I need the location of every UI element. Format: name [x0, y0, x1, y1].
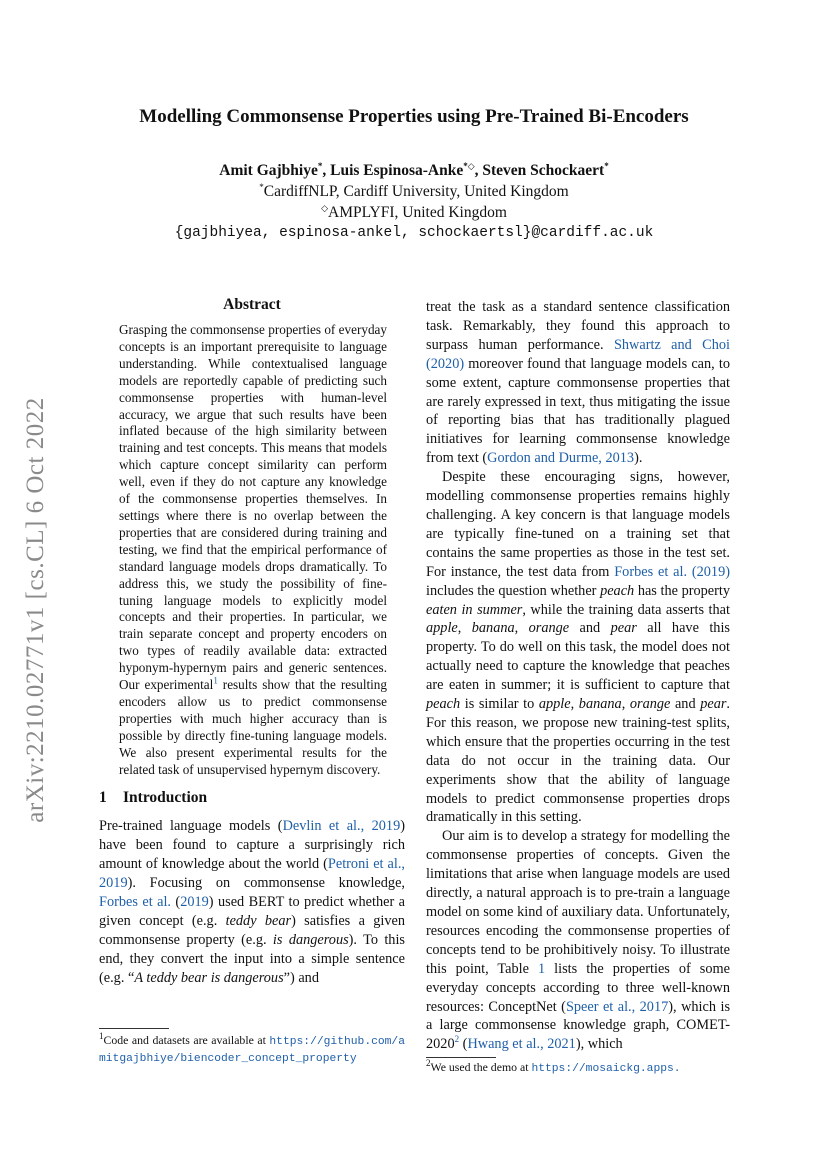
footnote-ref[interactable]: 1: [213, 675, 218, 686]
abstract-text: Grasping the commonsense properties of everyday concepts is an important prerequisite to language understanding. While contextualised language models are reportedly capable of predicting such commonsense properties with human-level accuracy, we argue that such results have been inflated because of the high similarity between training and test concepts. This means that models which capture concept similarity can perform well, even if they do not capture any knowledge of the commonsense properties themselves. In settings where there is no overlap between the properties that are considered during training and testing, we find that the empirical performance of standard language models drops dramatically. To address this, we study the possibility of fine-tuning language models to explicitly model concepts and their properties. In particular, we train separate concept and property encoders on two types of readily available data: extracted hyponym-hypernym pairs and generic sentences. Our experimental$^1$ results show that the resulting encoders allow us to predict commonsense properties with much higher accuracy than is possible by directly fine-tuning language models. We also present experimental results for the related task of unsupervised hypernym discovery.: [119, 322, 387, 777]
citation-link[interactable]: Gordon and Durme, 2013: [487, 450, 635, 467]
intro-paragraph: treat the task as a standard sentence classification task. Remarkably, they found this approach to surpass human performance. Shwartz and Choi (2020) moreover found that language models can, to some extent, capture commonsense properties that are rarely expressed in text, thus mitigating the issue of reporting bias that has traditionally plagued initiatives for learning commonsense knowledge from text (Gordon and Durme, 2013).: [426, 299, 730, 467]
footnote-ref[interactable]: 2: [454, 1034, 460, 1045]
citation-link[interactable]: Petroni et al., 2019: [99, 856, 405, 892]
abstract-heading: Abstract: [223, 296, 281, 313]
left-column: [99, 296, 405, 988]
intro-paragraph: Our aim is to develop a strategy for modelling the commonsense properties of concepts. Given the limitations that arise when language models are used directly, a natural approach is to pre-train a language model on some kind of auxiliary data. Unfortunately, resources encoding the commonsense properties of concepts tend to be prohibitively noisy. To illustrate this point, Table 1 lists the properties of some everyday concepts according to three well-known resources: ConceptNet (Speer et al., 2017), which is a large commonsense knowledge graph, COMET-2020$^2$ (Hwang et al., 2021), which: [426, 828, 731, 1053]
affiliation-line: ◇AMPLYFI, United Kingdom: [321, 202, 507, 221]
footnote-divider: [99, 1028, 169, 1029]
intro-paragraph: Despite these encouraging signs, however, modelling commonsense properties remains highly challenging. A key concern is that language models are typically fine-tuned on a training set that contains the same properties as those in the test set. For instance, the test data from Forbes et al. (2019) includes the question whether peach has the property eaten in summer, while the training data asserts that apple, banana, orange and pear all have this property. To do well on this task, the model does not actually need to capture the knowledge that peaches are eaten in summer; it is sufficient to capture that peach is similar to apple, banana, orange and pear. For this reason, we propose new training-test splits, which ensure that the properties occurring in the test data do not occur in the training data. Our experiments show that the ability of language models to predict commonsense properties drops dramatically in this setting.: [426, 469, 730, 826]
affiliation-mark: *◇: [463, 160, 475, 171]
footnote-2: $^2$We used the demo at https://mosaickg.apps.: [426, 1058, 681, 1075]
section-heading: 1 Introduction: [99, 789, 208, 807]
author-name: Luis Espinosa-Anke: [330, 162, 464, 179]
demo-link[interactable]: https://mosaickg.apps.: [531, 1063, 681, 1075]
affiliation-mark: *: [317, 160, 323, 171]
author-name: Steven Schockaert: [482, 162, 605, 179]
affiliation-mark: *: [604, 160, 609, 171]
table-ref-link[interactable]: 1: [537, 960, 546, 977]
affiliation-line: *CardiffNLP, Cardiff University, United Kingdom: [259, 181, 569, 200]
right-column: [426, 298, 730, 1054]
footnote-1: $^1$Code and datasets are available at https://github.com/amitgajbhiye/biencoder_concept_property: [99, 1031, 405, 1065]
citation-link[interactable]: Hwang et al., 2021: [467, 1036, 576, 1053]
separator: ,: [322, 162, 331, 179]
arxiv-sidebar: [14, 370, 58, 850]
citation-link[interactable]: Speer et al., 2017: [565, 998, 669, 1015]
citation-link[interactable]: 2019: [180, 894, 209, 911]
author-block: [0, 160, 828, 244]
citation-link[interactable]: Shwartz and Choi (2020): [426, 336, 730, 372]
footnote-divider: [426, 1057, 496, 1058]
citation-link[interactable]: Forbes et al.: [99, 894, 171, 911]
separator: ,: [474, 162, 483, 179]
paper-title: Modelling Commonsense Properties using Pre-Trained Bi-Encoders: [139, 106, 689, 127]
author-emails: {gajbhiyea, espinosa-ankel, schockaertsl}@cardiff.ac.uk: [174, 225, 654, 241]
repository-link[interactable]: https://github.com/amitgajbhiye/biencoder_concept_property: [99, 1036, 405, 1065]
arxiv-identifier: arXiv:2210.02771v1 [cs.CL] 6 Oct 2022: [22, 397, 49, 823]
intro-paragraph: Pre-trained language models (Devlin et al., 2019) have been found to capture a surprisingly rich amount of knowledge about the world (Petroni et al., 2019). Focusing on commonsense knowledge, Forbes et al. (2019) used BERT to predict whether a given concept (e.g. teddy bear) satisfies a given commonsense property (e.g. is dangerous). To this end, they convert the input into a simple sentence (e.g. “A teddy bear is dangerous”) and: [99, 818, 405, 986]
citation-link[interactable]: Devlin et al., 2019: [282, 818, 401, 835]
author-name: Amit Gajbhiye: [219, 162, 318, 179]
author-names: [0, 160, 828, 181]
citation-link[interactable]: Forbes et al. (2019): [614, 563, 730, 580]
